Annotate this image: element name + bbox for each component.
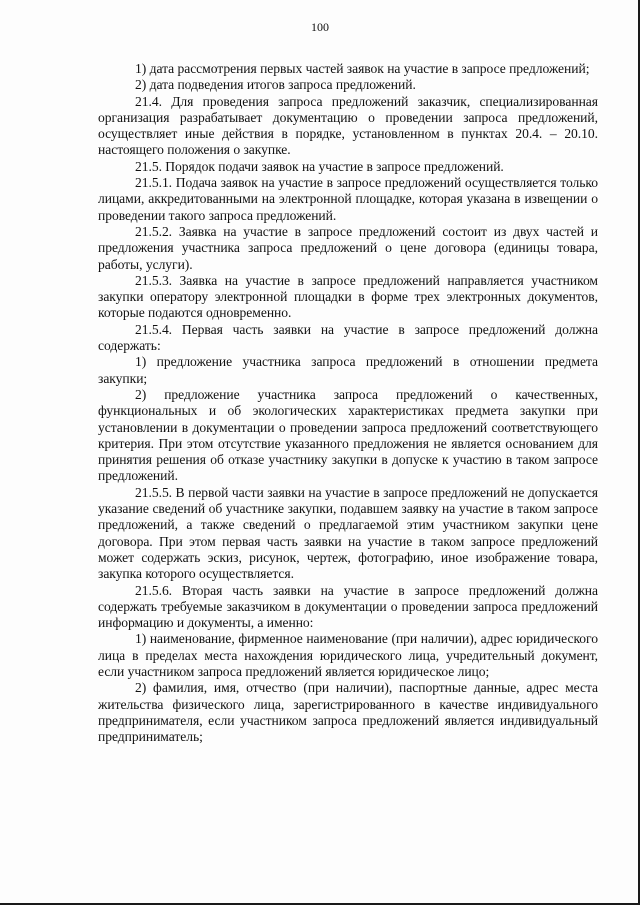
paragraph: 2) дата подведения итогов запроса предложений. <box>135 77 416 93</box>
paragraph: 1) предложение участника запроса предложений в отношении предмета закупки; <box>98 354 598 386</box>
page-number: 100 <box>311 20 329 34</box>
paragraph: 21.5.4. Первая часть заявки на участие в запросе предложений должна содержать: <box>98 321 598 354</box>
paragraph: 2) предложение участника запроса предложений о качественных, функциональных и об экологических характеристиках предмета закупки при установлении в документации о проведении запроса предложений соответствующего критерия. При этом отсутствие указанного предложения не является основанием для принятия решения об отказе участнику закупки в допуске к участию в таком запросе предложений. <box>98 386 598 484</box>
paragraph: 2) фамилия, имя, отчество (при наличии), паспортные данные, адрес места жительства физического лица, зарегистрированного в качестве индивидуального предпринимателя, если участником запроса предложений является индивидуальный предприниматель; <box>98 680 598 745</box>
paragraph: 21.5.6. Вторая часть заявки на участие в запросе предложений должна содержать требуемые заказчиком в документации о проведении запроса предложений информацию и документы, а именно: <box>98 582 598 631</box>
paragraph: 21.4. Для проведения запроса предложений заказчик, специализированная организация разрабатывает документацию о проведении запроса предложений, осуществляет иные действия в порядке, установленном в пунктах 20.4. – 20.10. настоящего положения о закупке. <box>98 93 598 158</box>
paragraph: 1) наименование, фирменное наименование (при наличии), адрес юридического лица в пределах места нахождения юридического лица, учредительный документ, если участником запроса предложений является юридическое лицо; <box>98 631 598 679</box>
paragraph: 21.5. Порядок подачи заявок на участие в запросе предложений. <box>135 158 504 174</box>
paragraph: 1) дата рассмотрения первых частей заявок на участие в запросе предложений; <box>135 61 590 76</box>
paragraph: 21.5.3. Заявка на участие в запросе предложений направляется участником закупки оператору электронной площадки в форме трех электронных документов, которые подаются одновременно. <box>98 272 598 321</box>
paragraph: 21.5.2. Заявка на участие в запросе предложений состоит из двух частей и предложения участника запроса предложений о цене договора (единицы товара, работы, услуги). <box>98 223 598 272</box>
document-body <box>98 61 598 745</box>
paragraph: 21.5.5. В первой части заявки на участие в запросе предложений не допускается указание сведений об участнике закупки, подавшем заявку на участие в таком запросе предложений, а также сведений о предлагаемой этим участником закупки цене договора. При этом первая часть заявки на участие в таком запросе предложений может содержать эскиз, рисунок, чертеж, фотографию, иное изображение товара, закупка которого осуществляется. <box>98 484 598 582</box>
paragraph: 21.5.1. Подача заявок на участие в запросе предложений осуществляется только лицами, аккредитованными на электронной площадке, которая указана в извещении о проведении такого запроса предложений. <box>98 175 598 223</box>
